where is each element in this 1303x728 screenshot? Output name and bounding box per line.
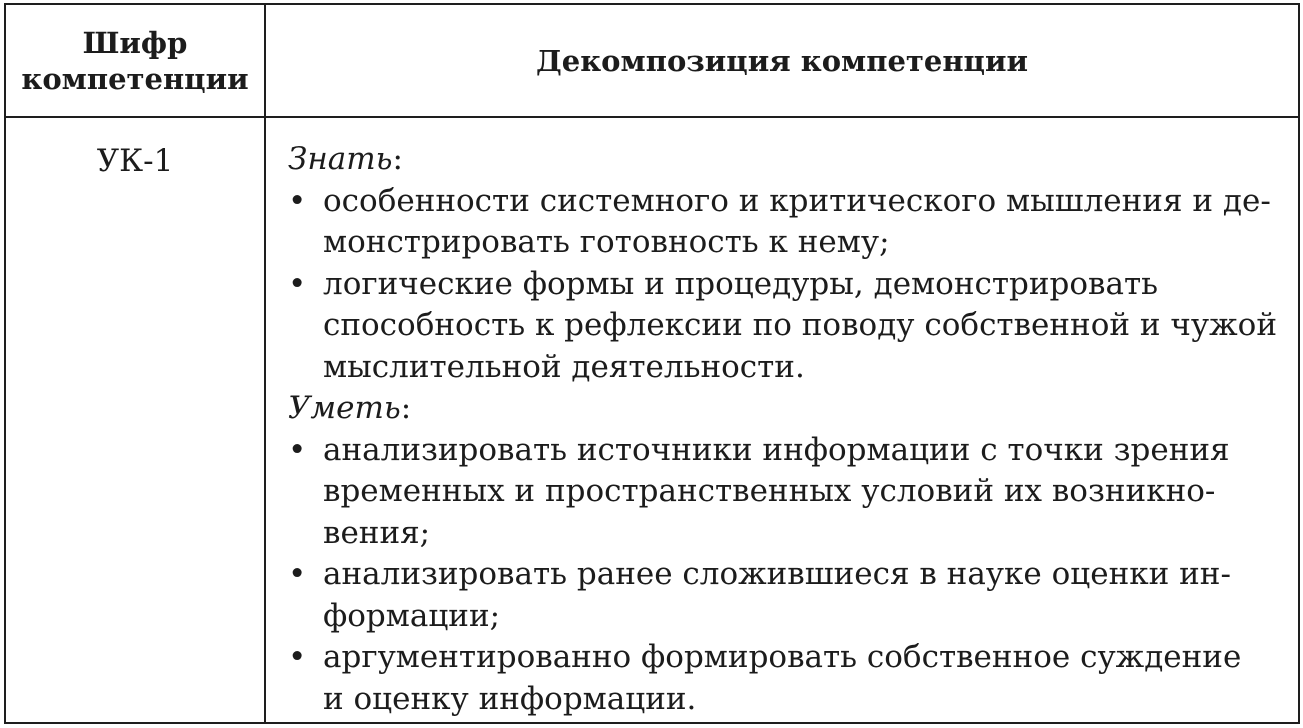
text-line: способность к рефлексии по поводу собственной и чужой bbox=[323, 307, 1277, 343]
competence-code: УК-1 bbox=[96, 143, 174, 179]
bullet-icon: • bbox=[288, 556, 307, 592]
section-label-know: Знать bbox=[288, 141, 393, 177]
section-can bbox=[288, 388, 1288, 720]
list-item bbox=[288, 637, 1288, 720]
text-line: и оценку информации. bbox=[323, 680, 697, 717]
bullet-icon: • bbox=[288, 265, 307, 302]
list-item-text bbox=[323, 430, 1230, 555]
competence-table bbox=[4, 3, 1300, 724]
list-item bbox=[288, 264, 1288, 389]
text-line: особенности системного и критического мышления и де- bbox=[323, 182, 1271, 219]
section-colon: : bbox=[392, 141, 403, 177]
text-line: анализировать ранее сложившиеся в науке оценки ин- bbox=[323, 556, 1231, 592]
header-code-line2: компетенции bbox=[21, 61, 249, 96]
text-line: временных и пространственных условий их возникно- bbox=[323, 473, 1216, 509]
competence-code-cell bbox=[6, 141, 264, 181]
list-item-text bbox=[323, 637, 1241, 720]
text-line: вения; bbox=[323, 514, 431, 551]
section-know bbox=[288, 139, 1288, 388]
text-line: монстрировать готовность к нему; bbox=[323, 224, 890, 260]
section-colon: : bbox=[400, 390, 412, 426]
bullet-icon: • bbox=[288, 639, 307, 675]
section-title bbox=[288, 388, 1288, 430]
text-line: формации; bbox=[323, 597, 501, 634]
text-line: анализировать источники информации с точки зрения bbox=[323, 431, 1230, 468]
header-code-line1: Шифр bbox=[82, 25, 188, 60]
can-list bbox=[288, 430, 1288, 721]
decomposition-cell bbox=[288, 139, 1288, 720]
text-line: логические формы и процедуры, демонстрировать bbox=[323, 265, 1158, 302]
header-divider bbox=[6, 116, 1298, 118]
text-line: аргументированно формировать собственное суждение bbox=[323, 639, 1242, 675]
section-title bbox=[288, 139, 1288, 181]
know-list bbox=[288, 181, 1288, 389]
header-code-cell bbox=[6, 5, 264, 116]
header-decomposition-label: Декомпозиция компетенции bbox=[536, 43, 1028, 78]
list-item-text bbox=[323, 181, 1271, 264]
section-label-can: Уметь bbox=[288, 390, 401, 426]
list-item bbox=[288, 554, 1288, 637]
list-item bbox=[288, 430, 1288, 555]
text-line: мыслительной деятельности. bbox=[323, 348, 805, 385]
list-item-text bbox=[323, 554, 1231, 637]
bullet-icon: • bbox=[288, 182, 307, 219]
header-decomposition-cell bbox=[266, 5, 1298, 116]
list-item bbox=[288, 181, 1288, 264]
list-item-text bbox=[323, 264, 1277, 389]
bullet-icon: • bbox=[288, 431, 307, 468]
